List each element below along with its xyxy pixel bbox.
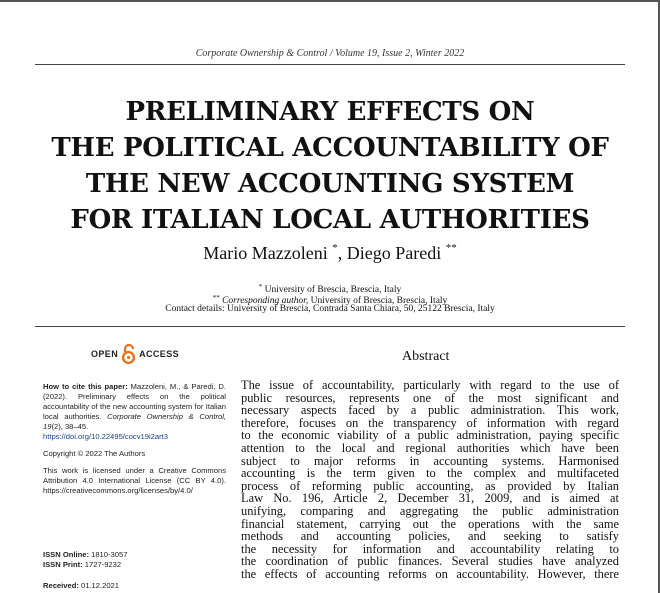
abstract-line: accounting is the term given to the complex and multifaceted [241, 466, 619, 481]
affiliation-text: University of Brescia, Brescia, Italy [308, 296, 448, 306]
author-separator: , [337, 243, 347, 263]
cite-label: How to cite this paper: [43, 382, 128, 391]
abstract-line: the effects of accounting reforms on accountability. However, there [241, 566, 619, 581]
cite-journal: Corporate Ownership & Control, 19 [43, 412, 226, 431]
abstract-line: The issue of accountability, particularly with regard to the use of [241, 378, 619, 392]
author-footnote-mark: ** [445, 242, 457, 254]
author-footnote-mark: * [332, 242, 338, 254]
paper-title [20, 94, 640, 238]
abstract-line: necessary aspects faced by a public administration. This work, [241, 403, 619, 418]
doi-link[interactable]: https://doi.org/10.22495/cocv19i2art3 [43, 432, 168, 441]
issn-online-label: ISSN Online: [43, 550, 89, 559]
abstract-line: methods and accounting policies, and seeking to satisfy [241, 529, 619, 544]
issn-block [43, 550, 226, 570]
abstract-heading: Abstract [402, 349, 450, 364]
cite-issue: (2), 38–45. [51, 422, 89, 431]
how-to-cite [43, 382, 226, 442]
affiliation-mark: * [258, 283, 263, 291]
abstract-line: the necessity for information and accountability relating to [241, 541, 619, 556]
received-date [43, 581, 226, 591]
title-line: FOR ITALIAN LOCAL AUTHORITIES [70, 205, 590, 235]
received-value: 01.12.2021 [78, 581, 120, 590]
abstract-line: public resources, represents one of the most significant and [241, 390, 619, 405]
received-label: Received: [43, 581, 79, 590]
open-access-left: OPEN [91, 349, 119, 359]
title-line: THE POLITICAL ACCOUNTABILITY OF [51, 133, 609, 163]
affiliation-text: University of Brescia, Brescia, Italy [262, 285, 402, 295]
affiliation-mark: ** [212, 294, 220, 302]
abstract-line: subject to major reforms in accounting systems. Harmonised [241, 453, 619, 468]
issn-print-label: ISSN Print: [43, 560, 83, 569]
issn-print-value: 1727-9232 [82, 560, 122, 569]
author-name: Mario Mazzoleni [203, 243, 328, 263]
open-lock-icon [121, 344, 136, 364]
abstract-line: therefore, focuses on the transparency of information with regard [241, 415, 619, 430]
corresponding-author-label: Corresponding author, [219, 296, 309, 306]
header-divider [35, 64, 625, 65]
title-line: THE NEW ACCOUNTING SYSTEM [85, 169, 575, 199]
author-name: Diego Paredi [346, 243, 442, 263]
issn-online [43, 550, 226, 560]
abstract-line: financial statement, carrying out the operations with the same [241, 516, 619, 531]
issn-online-value: 1810-3057 [89, 550, 128, 559]
contact-details: Contact details: University of Brescia, Contrada Santa Chiara, 50, 25122 Brescia, Italy [165, 304, 495, 314]
abstract-line: to the economic viability of a public administration, paying specific [241, 428, 619, 443]
abstract-line: Law No. 196, Article 2, December 31, 2009, and is aimed at [241, 491, 619, 506]
section-divider [35, 326, 625, 327]
license-text: This work is licensed under a Creative Commons Attribution 4.0 International License (CC BY 4.0). https://creativecommons.org/licenses/by/4.0/ [43, 466, 226, 495]
citation-block [43, 382, 226, 503]
cite-text: Mazzoleni, M., & Paredi, D. (2022). Preliminary effects on the political accountability of the new accounting system for Italian local authorities. [43, 382, 226, 421]
title-line: PRELIMINARY EFFECTS ON [125, 97, 535, 127]
abstract-line: the coordination of public finances. Several studies have analyzed [241, 554, 619, 569]
abstract-body [241, 379, 619, 581]
author-list [0, 242, 660, 264]
abstract-line: unifying, comparing and aggregating the public administration [241, 503, 619, 518]
copyright-text: Copyright © 2022 The Authors [43, 449, 146, 458]
abstract-line: process of reforming public accounting, as provided by Italian [241, 478, 619, 493]
journal-header: Corporate Ownership & Control / Volume 19, Issue 2, Winter 2022 [195, 48, 465, 59]
abstract-line: attention to the local and regional authorities which have been [241, 440, 619, 455]
issn-print [43, 560, 226, 570]
open-access-badge [91, 344, 179, 364]
open-access-right: ACCESS [139, 349, 180, 359]
